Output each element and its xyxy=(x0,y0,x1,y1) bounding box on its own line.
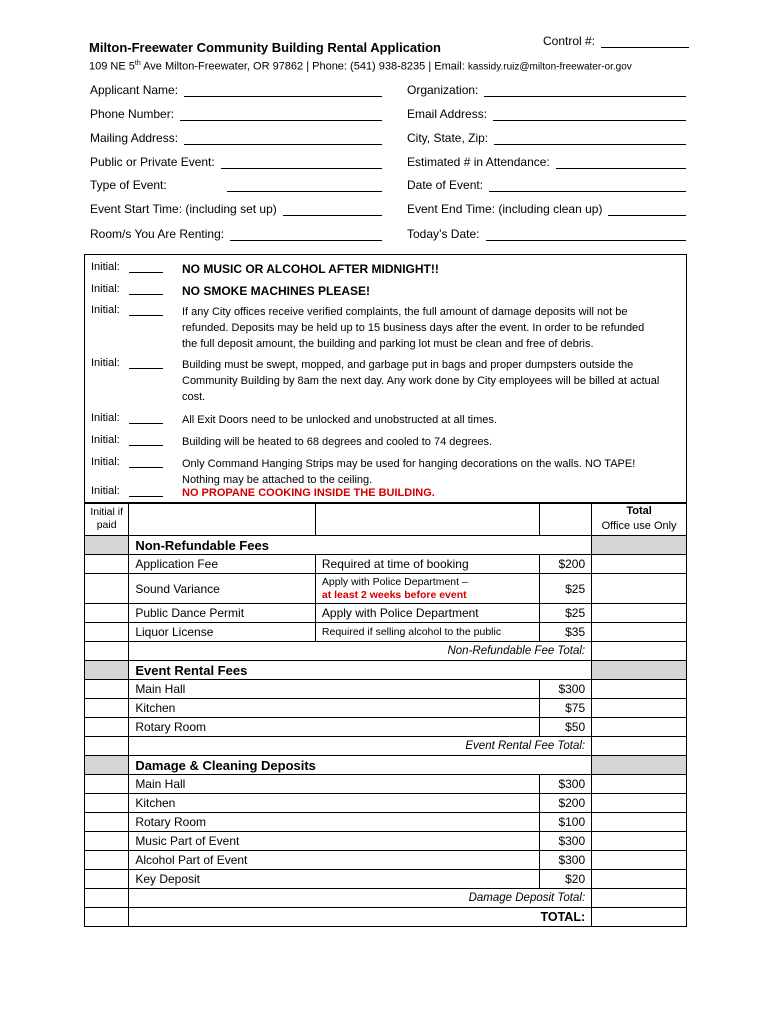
shade-cell xyxy=(592,536,687,555)
section-row xyxy=(85,661,687,680)
phone-number-field[interactable] xyxy=(90,107,382,121)
control-number-field[interactable] xyxy=(601,35,689,48)
date-of-event-line[interactable] xyxy=(489,179,686,192)
office-cell[interactable] xyxy=(592,555,687,574)
subtotal-row xyxy=(85,737,687,756)
applicant-name-line[interactable] xyxy=(184,84,382,97)
grand-total-cell[interactable] xyxy=(592,908,687,927)
subtotal-row xyxy=(85,889,687,908)
initial-line[interactable] xyxy=(129,457,163,468)
email-address-label: Email Address: xyxy=(407,107,488,121)
non-refundable-total-cell[interactable] xyxy=(592,642,687,661)
fee-item: Music Part of Event xyxy=(129,832,539,851)
fee-price: $100 xyxy=(539,813,592,832)
fee-item: Rotary Room xyxy=(129,718,539,737)
fee-table xyxy=(84,502,687,927)
fee-note: Apply with Police Department xyxy=(315,604,539,623)
office-use-label: Office use Only xyxy=(601,520,677,532)
initial-cell[interactable] xyxy=(85,574,129,604)
type-of-event-label: Type of Event: xyxy=(90,178,167,192)
fee-note-warning: at least 2 weeks before event xyxy=(321,588,467,601)
date-of-event-label: Date of Event: xyxy=(407,178,484,192)
fee-item: Main Hall xyxy=(129,680,539,699)
initial-2[interactable] xyxy=(91,283,163,295)
initial-cell[interactable] xyxy=(85,555,129,574)
initial-cell[interactable] xyxy=(85,699,129,718)
type-of-event-line[interactable] xyxy=(227,179,382,192)
table-row xyxy=(85,851,687,870)
initial-label: Initial: xyxy=(91,261,120,273)
fee-price: $200 xyxy=(539,794,592,813)
fee-note-text: Apply with Police Department – xyxy=(321,575,468,588)
table-row xyxy=(85,870,687,889)
rule-text: Only Command Hanging Strips may be used for hanging decorations on the walls. NO TAPE! Nothing may be attached to the ceiling. xyxy=(182,458,636,486)
fee-price: $20 xyxy=(539,870,592,889)
end-time-line[interactable] xyxy=(608,203,686,216)
todays-date-line[interactable] xyxy=(486,228,687,241)
initial-line[interactable] xyxy=(129,284,163,295)
address-sup: th xyxy=(134,60,141,67)
fee-item: Public Dance Permit xyxy=(129,604,316,623)
office-cell[interactable] xyxy=(592,623,687,642)
shade-cell xyxy=(85,661,129,680)
office-cell[interactable] xyxy=(592,699,687,718)
deposit-total-cell[interactable] xyxy=(592,889,687,908)
fee-item: Key Deposit xyxy=(129,870,539,889)
form-title: Milton-Freewater Community Building Rental Application xyxy=(89,40,441,55)
fee-price: $75 xyxy=(539,699,592,718)
table-header-row xyxy=(85,503,687,536)
office-cell[interactable] xyxy=(592,851,687,870)
initial-label: Initial: xyxy=(91,434,120,446)
initial-label: Initial: xyxy=(91,304,120,316)
non-refundable-heading: Non-Refundable Fees xyxy=(129,536,592,555)
attendance-label: Estimated # in Attendance: xyxy=(407,155,550,169)
initial-label: Initial: xyxy=(91,412,120,424)
mailing-address-label: Mailing Address: xyxy=(90,131,179,145)
fee-note xyxy=(315,574,539,604)
address-post: Ave Milton-Freewater, OR 97862 | Phone: (541) 938-8235 | Email: xyxy=(140,60,468,73)
initial-1[interactable] xyxy=(91,261,163,273)
table-row xyxy=(85,555,687,574)
initial-line[interactable] xyxy=(129,305,163,316)
attendance-field[interactable] xyxy=(407,155,686,169)
initial-label: Initial: xyxy=(91,283,120,295)
initial-cell[interactable] xyxy=(85,718,129,737)
public-private-label: Public or Private Event: xyxy=(90,155,215,169)
rule-text: Building will be heated to 68 degrees and cooled to 74 degrees. xyxy=(182,436,493,448)
fee-item: Sound Variance xyxy=(129,574,316,604)
fee-item: Liquor License xyxy=(129,623,316,642)
total-label: Total xyxy=(626,505,652,517)
organization-label: Organization: xyxy=(407,83,479,97)
table-row xyxy=(85,794,687,813)
rental-total-label: Event Rental Fee Total: xyxy=(129,737,592,756)
initial-cell[interactable] xyxy=(85,870,129,889)
office-cell[interactable] xyxy=(592,680,687,699)
office-cell[interactable] xyxy=(592,775,687,794)
email-link[interactable]: kassidy.ruiz@milton-freewater-or.gov xyxy=(467,61,632,73)
start-time-label: Event Start Time: (including set up) xyxy=(90,202,277,216)
rental-total-cell[interactable] xyxy=(592,737,687,756)
city-state-zip-field[interactable] xyxy=(407,131,686,145)
office-cell[interactable] xyxy=(592,604,687,623)
address-pre: 109 NE 5 xyxy=(89,60,135,73)
table-row xyxy=(85,604,687,623)
end-time-label: Event End Time: (including clean up) xyxy=(407,202,603,216)
table-row xyxy=(85,813,687,832)
fee-item: Main Hall xyxy=(129,775,539,794)
rules-box xyxy=(84,254,687,504)
initial-label: Initial: xyxy=(91,456,120,468)
table-row xyxy=(85,680,687,699)
initial-6[interactable] xyxy=(91,434,163,446)
city-state-zip-line[interactable] xyxy=(494,132,686,145)
rule-text: If any City offices receive verified complaints, the full amount of damage deposits will not be refunded. Deposits may be held up to 15 business days after the event. In order to be refunded the full deposit amount, the building and parking lot must be clean and free of debris. xyxy=(182,306,645,350)
initial-cell[interactable] xyxy=(85,813,129,832)
blank-cell xyxy=(85,737,129,756)
initial-cell[interactable] xyxy=(85,604,129,623)
mailing-address-field[interactable] xyxy=(90,131,382,145)
fee-price: $35 xyxy=(539,623,592,642)
shade-cell xyxy=(85,756,129,775)
rule-text: NO MUSIC OR ALCOHOL AFTER MIDNIGHT!! xyxy=(182,262,439,276)
organization-field[interactable] xyxy=(407,83,686,97)
email-address-line[interactable] xyxy=(493,108,686,121)
header-blank xyxy=(539,503,592,536)
fee-price: $300 xyxy=(539,775,592,794)
table-row xyxy=(85,623,687,642)
section-row xyxy=(85,536,687,555)
initial-line[interactable] xyxy=(129,486,163,497)
shade-cell xyxy=(592,661,687,680)
table-row xyxy=(85,574,687,604)
blank-cell xyxy=(85,889,129,908)
fee-note: Required if selling alcohol to the public xyxy=(315,623,539,642)
rule-text: NO PROPANE COOKING INSIDE THE BUILDING. xyxy=(182,487,435,499)
header-blank xyxy=(315,503,539,536)
initial-cell[interactable] xyxy=(85,794,129,813)
initial-line[interactable] xyxy=(129,435,163,446)
mailing-address-line[interactable] xyxy=(184,132,382,145)
city-state-zip-label: City, State, Zip: xyxy=(407,131,489,145)
initial-if-paid-header: Initial if paid xyxy=(85,503,129,536)
office-cell[interactable] xyxy=(592,870,687,889)
grand-total-row xyxy=(85,908,687,927)
fee-price: $50 xyxy=(539,718,592,737)
initial-cell[interactable] xyxy=(85,623,129,642)
shade-cell xyxy=(592,756,687,775)
fee-price: $200 xyxy=(539,555,592,574)
initial-5[interactable] xyxy=(91,412,163,424)
type-of-event-field[interactable] xyxy=(90,178,382,192)
applicant-name-label: Applicant Name: xyxy=(90,83,179,97)
fee-item: Kitchen xyxy=(129,699,539,718)
total-header xyxy=(592,503,687,536)
applicant-name-field[interactable] xyxy=(90,83,382,97)
fee-item: Rotary Room xyxy=(129,813,539,832)
start-time-field[interactable] xyxy=(90,202,382,216)
address-line xyxy=(89,60,632,73)
start-time-line[interactable] xyxy=(283,203,382,216)
header-blank xyxy=(129,503,316,536)
blank-cell xyxy=(85,908,129,927)
rental-heading: Event Rental Fees xyxy=(129,661,592,680)
email-address-field[interactable] xyxy=(407,107,686,121)
deposit-total-label: Damage Deposit Total: xyxy=(129,889,592,908)
fee-price: $300 xyxy=(539,832,592,851)
initial-label: Initial: xyxy=(91,485,120,497)
section-row xyxy=(85,756,687,775)
shade-cell xyxy=(85,536,129,555)
phone-number-line[interactable] xyxy=(180,108,382,121)
rooms-line[interactable] xyxy=(230,228,382,241)
table-row xyxy=(85,699,687,718)
fee-note: Required at time of booking xyxy=(315,555,539,574)
phone-number-label: Phone Number: xyxy=(90,107,175,121)
initial-line[interactable] xyxy=(129,262,163,273)
initial-line[interactable] xyxy=(129,413,163,424)
date-of-event-field[interactable] xyxy=(407,178,686,192)
fee-item: Kitchen xyxy=(129,794,539,813)
todays-date-field[interactable] xyxy=(407,227,686,241)
initial-8[interactable] xyxy=(91,485,163,497)
initial-cell[interactable] xyxy=(85,832,129,851)
rule-text: All Exit Doors need to be unlocked and unobstructed at all times. xyxy=(182,414,497,426)
public-private-field[interactable] xyxy=(90,155,382,169)
table-row xyxy=(85,832,687,851)
fee-price: $300 xyxy=(539,851,592,870)
public-private-line[interactable] xyxy=(221,156,382,169)
non-refundable-total-label: Non-Refundable Fee Total: xyxy=(129,642,592,661)
table-row xyxy=(85,775,687,794)
subtotal-row xyxy=(85,642,687,661)
initial-7[interactable] xyxy=(91,456,163,468)
initial-label: Initial: xyxy=(91,357,120,369)
initial-cell[interactable] xyxy=(85,680,129,699)
initial-4[interactable] xyxy=(91,357,163,369)
grand-total-label: TOTAL: xyxy=(129,908,592,927)
end-time-field[interactable] xyxy=(407,202,686,216)
organization-line[interactable] xyxy=(484,84,686,97)
fee-item: Alcohol Part of Event xyxy=(129,851,539,870)
initial-cell[interactable] xyxy=(85,775,129,794)
initial-line[interactable] xyxy=(129,358,163,369)
control-label: Control #: xyxy=(543,34,596,48)
table-row xyxy=(85,718,687,737)
fee-item: Application Fee xyxy=(129,555,316,574)
fee-price: $25 xyxy=(539,574,592,604)
office-cell[interactable] xyxy=(592,574,687,604)
initial-cell[interactable] xyxy=(85,851,129,870)
rule-text: NO SMOKE MACHINES PLEASE! xyxy=(182,284,371,298)
office-cell[interactable] xyxy=(592,813,687,832)
rooms-field[interactable] xyxy=(90,227,382,241)
blank-cell xyxy=(85,642,129,661)
control-number xyxy=(543,34,689,48)
todays-date-label: Today’s Date: xyxy=(407,227,480,241)
rule-text: Building must be swept, mopped, and garbage put in bags and proper dumpsters outside the Community Building by 8am the next day. Any work done by City employees will be billed at actual cost. xyxy=(182,359,660,403)
deposits-heading: Damage & Cleaning Deposits xyxy=(129,756,592,775)
office-cell[interactable] xyxy=(592,832,687,851)
rooms-label: Room/s You Are Renting: xyxy=(90,227,225,241)
fee-price: $300 xyxy=(539,680,592,699)
fee-price: $25 xyxy=(539,604,592,623)
office-cell[interactable] xyxy=(592,794,687,813)
attendance-line[interactable] xyxy=(556,156,686,169)
initial-3[interactable] xyxy=(91,304,163,316)
office-cell[interactable] xyxy=(592,718,687,737)
